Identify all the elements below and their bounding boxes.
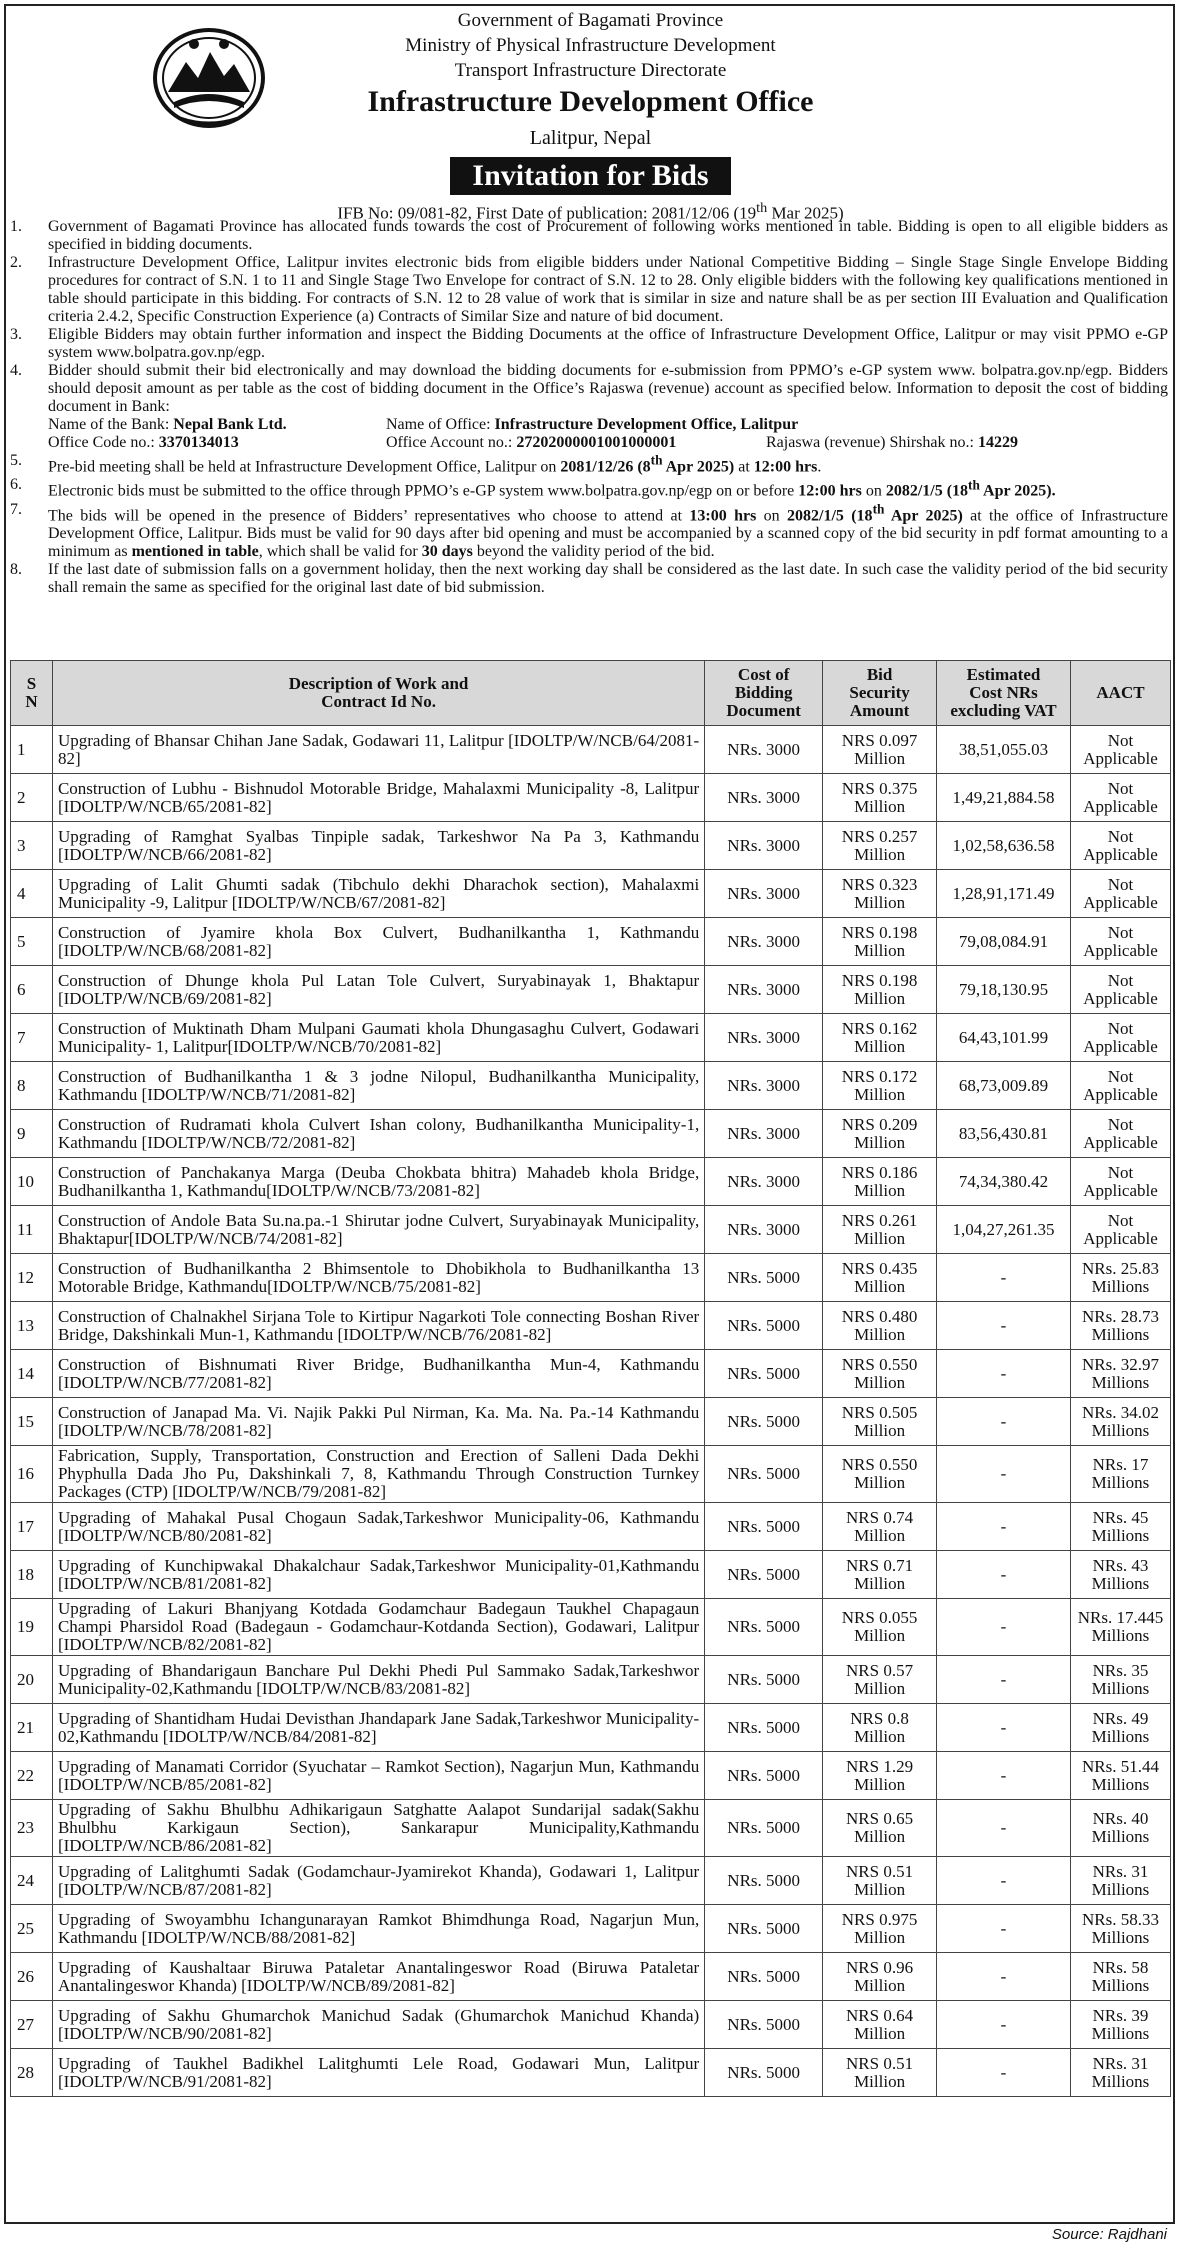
table-cell-cost: NRs. 5000 [705,1857,823,1905]
table-cell-sn: 15 [11,1398,53,1446]
table-cell-sn: 19 [11,1599,53,1656]
office-location: Lalitpur, Nepal [529,127,652,149]
table-cell-sn: 11 [11,1206,53,1254]
clause-number: 8. [10,560,22,578]
clause-number: 7. [10,500,22,518]
table-cell-cost: NRs. 5000 [705,2001,823,2049]
table-cell-aact: Not Applicable [1070,1014,1170,1062]
table-row [11,1953,1171,2001]
table-cell-cost: NRs. 5000 [705,1905,823,1953]
clause-text: Government of Bagamati Province has allocated funds towards the cost of Procurement of following works mentioned in table. Bidding is open to all eligible bidders as specified in bidding documents. [48,218,1168,253]
table-cell-description: Upgrading of Mahakal Pusal Chogaun Sadak,Tarkeshwor Municipality-06, Kathmandu [IDOLTP/W/NCB/80/2081-82] [52,1503,704,1551]
table-row [11,1752,1171,1800]
table-cell-estimate: 1,28,91,171.49 [937,870,1071,918]
table-cell-estimate: 64,43,101.99 [937,1014,1071,1062]
table-cell-sn: 28 [11,2049,53,2097]
clause-number: 5. [10,452,22,469]
table-row [11,1857,1171,1905]
table-cell-aact: Not Applicable [1070,726,1170,774]
table-cell-description: Upgrading of Lakuri Bhanjyang Kotdada Godamchaur Badegaun Taukhel Chapagaun Champi Pharsidol Road (Badegaun - Godamchaur-Kotdanda Section), Godawari, Lalitpur [IDOLTP/W/NCB/82/2081-82] [52,1599,704,1656]
table-row [11,1704,1171,1752]
table-cell-bid-security: NRS 0.51 Million [823,2049,937,2097]
table-cell-sn: 16 [11,1446,53,1503]
table-cell-aact: Not Applicable [1070,966,1170,1014]
table-row [11,1110,1171,1158]
table-cell-bid-security: NRS 0.57 Million [823,1656,937,1704]
table-cell-cost: NRs. 5000 [705,1446,823,1503]
table-cell-aact: Not Applicable [1070,1062,1170,1110]
table-header-row [11,661,1171,726]
table-row [11,1398,1171,1446]
clause-1 [10,218,1168,254]
clause-number: 4. [10,362,22,379]
table-row [11,2001,1171,2049]
table-cell-bid-security: NRS 0.375 Million [823,774,937,822]
table-cell-estimate: - [937,1254,1071,1302]
table-cell-sn: 18 [11,1551,53,1599]
table-cell-estimate: - [937,1599,1071,1656]
table-cell-description: Upgrading of Shantidham Hudai Devisthan Jhandapark Jane Sadak,Tarkeshwor Municipality-02,Kathmandu [IDOLTP/W/NCB/84/2081-82] [52,1704,704,1752]
table-cell-cost: NRs. 5000 [705,1254,823,1302]
table-cell-estimate: - [937,2001,1071,2049]
table-row [11,1800,1171,1857]
table-cell-description: Construction of Chalnakhel Sirjana Tole to Kirtipur Nagarkoti Tole connecting Boshan River Bridge, Dakshinkali Mun-1, Kathmandu [IDOLTP/W/NCB/76/2081-82] [52,1302,704,1350]
table-cell-bid-security: NRS 0.8 Million [823,1704,937,1752]
office-account: Office Account no.: 27202000001001000001 [386,434,677,451]
table-cell-estimate: - [937,1857,1071,1905]
table-cell-aact: Not Applicable [1070,1110,1170,1158]
bids-table [10,660,1171,2097]
table-cell-description: Construction of Lubhu - Bishnudol Motorable Bridge, Mahalaxmi Municipality -8, Lalitpur [IDOLTP/W/NCB/65/2081-82] [52,774,704,822]
table-cell-aact: NRs. 34.02 Millions [1070,1398,1170,1446]
table-cell-bid-security: NRS 0.209 Million [823,1110,937,1158]
table-row [11,1503,1171,1551]
notice-body [10,218,1168,597]
table-cell-description: Upgrading of Taukhel Badikhel Lalitghumti Lele Road, Godawari Mun, Lalitpur [IDOLTP/W/NCB/91/2081-82] [52,2049,704,2097]
table-row [11,1446,1171,1503]
table-row [11,1158,1171,1206]
table-cell-cost: NRs. 3000 [705,966,823,1014]
table-cell-estimate: - [937,1752,1071,1800]
table-cell-bid-security: NRS 0.323 Million [823,870,937,918]
table-cell-bid-security: NRS 0.550 Million [823,1350,937,1398]
table-cell-cost: NRs. 3000 [705,726,823,774]
table-cell-estimate: - [937,1656,1071,1704]
table-cell-sn: 20 [11,1656,53,1704]
table-row [11,966,1171,1014]
clause-7: 7. The bids will be opened in the presence of Bidders’ representatives who choose to attend at 13:00 hrs on 2082/1/5 (18th Apr 2025) at the office of Infrastructure Development Office, Lalitpur. Bids must be valid for 90 days after bid opening and must be accompanied by a scanned copy of the bid security in pdf format amounting to a minimum as mentioned in table, which shall be valid for 30 days beyond the validity period of the bid. [10,500,1169,560]
table-cell-bid-security: NRS 0.198 Million [823,918,937,966]
table-cell-aact: NRs. 31 Millions [1070,2049,1170,2097]
table-row [11,1206,1171,1254]
table-cell-sn: 12 [11,1254,53,1302]
table-cell-description: Upgrading of Bhansar Chihan Jane Sadak, Godawari 11, Lalitpur [IDOLTP/W/NCB/64/2081-82] [52,726,704,774]
ifb-sup: th [756,200,768,216]
ministry-name: Ministry of Physical Infrastructure Development [405,35,776,56]
table-cell-description: Construction of Bishnumati River Bridge, Budhanilkantha Mun-4, Kathmandu [IDOLTP/W/NCB/77/2081-82] [52,1350,704,1398]
table-cell-description: Construction of Budhanilkantha 1 & 3 jodne Nilopul, Budhanilkantha Municipality, Kathmandu [IDOLTP/W/NCB/71/2081-82] [52,1062,704,1110]
table-cell-estimate: 68,73,009.89 [937,1062,1071,1110]
table-cell-cost: NRs. 5000 [705,1656,823,1704]
header-description: Description of Work and Contract Id No. [52,661,704,726]
table-cell-estimate: - [937,1704,1071,1752]
table-cell-cost: NRs. 3000 [705,774,823,822]
table-cell-bid-security: NRS 0.550 Million [823,1446,937,1503]
header-bid-security: Bid Security Amount [823,661,937,726]
letterhead [0,8,1181,195]
table-cell-bid-security: NRS 1.29 Million [823,1752,937,1800]
table-cell-estimate: 79,18,130.95 [937,966,1071,1014]
table-cell-description: Upgrading of Bhandarigaun Banchare Pul Dekhi Phedi Pul Sammako Sadak,Tarkeshwor Municipality-02,Kathmandu [IDOLTP/W/NCB/83/2081-82] [52,1656,704,1704]
table-cell-description: Upgrading of Swoyambhu Ichangunarayan Ramkot Bhimdhunga Road, Nagarjun Mun, Kathmandu [IDOLTP/W/NCB/88/2081-82] [52,1905,704,1953]
table-cell-bid-security: NRS 0.480 Million [823,1302,937,1350]
table-cell-cost: NRs. 3000 [705,870,823,918]
table-cell-aact: NRs. 17.445 Millions [1070,1599,1170,1656]
table-cell-bid-security: NRS 0.74 Million [823,1503,937,1551]
table-cell-estimate: - [937,1398,1071,1446]
table-cell-sn: 21 [11,1704,53,1752]
table-cell-sn: 6 [11,966,53,1014]
table-cell-cost: NRs. 3000 [705,1014,823,1062]
header-cost: Cost of Bidding Document [705,661,823,726]
table-cell-sn: 4 [11,870,53,918]
table-cell-bid-security: NRS 0.261 Million [823,1206,937,1254]
office-name: Infrastructure Development Office [367,85,814,118]
table-cell-estimate: 38,51,055.03 [937,726,1071,774]
table-cell-bid-security: NRS 0.71 Million [823,1551,937,1599]
office-code: Office Code no.: 3370134013 [48,434,239,451]
table-cell-sn: 5 [11,918,53,966]
table-cell-aact: NRs. 35 Millions [1070,1656,1170,1704]
table-cell-sn: 7 [11,1014,53,1062]
table-cell-description: Construction of Andole Bata Su.na.pa.-1 Shirutar jodne Culvert, Suryabinayak Municipality, Bhaktapur[IDOLTP/W/NCB/74/2081-82] [52,1206,704,1254]
clause-4 [10,362,1168,452]
source-credit: Source: Rajdhani [1051,2226,1167,2243]
table-cell-description: Construction of Budhanilkantha 2 Bhimsentole to Dhobikhola to Budhanilkantha 13 Motorable Bridge, Kathmandu[IDOLTP/W/NCB/75/2081-82] [52,1254,704,1302]
table-cell-aact: NRs. 17 Millions [1070,1446,1170,1503]
table-row [11,1350,1171,1398]
bank-details-row-1 [48,416,1168,434]
table-cell-description: Upgrading of Sakhu Bhulbhu Adhikarigaun Satghatte Aalapot Sundarijal sadak(Sakhu Bhulbhu Karkigaun Section), Sankarapur Municipality,Kathmandu [IDOLTP/W/NCB/86/2081-82] [52,1800,704,1857]
table-cell-estimate: - [937,1350,1071,1398]
table-cell-estimate: - [937,1551,1071,1599]
clause-6: 6. Electronic bids must be submitted to the office through PPMO’s e-GP system www.bolpatra.gov.np/egp on or before 12:00 hrs on 2082/1/5 (18th Apr 2025). [10,476,1056,500]
clause-text: If the last date of submission falls on a government holiday, then the next working day shall be considered as the last date. In such case the validity period of the bid security shall remain the same as specified for the original last date of bid submission. [48,560,1168,596]
table-cell-sn: 9 [11,1110,53,1158]
clause-8 [10,561,1168,597]
table-cell-bid-security: NRS 0.51 Million [823,1857,937,1905]
table-cell-aact: NRs. 51.44 Millions [1070,1752,1170,1800]
table-cell-cost: NRs. 5000 [705,1800,823,1857]
table-cell-bid-security: NRS 0.65 Million [823,1800,937,1857]
table-cell-estimate: 1,49,21,884.58 [937,774,1071,822]
table-cell-description: Construction of Janapad Ma. Vi. Najik Pakki Pul Nirman, Ka. Ma. Na. Pa.-14 Kathmandu [IDOLTP/W/NCB/78/2081-82] [52,1398,704,1446]
table-cell-sn: 22 [11,1752,53,1800]
table-cell-estimate: - [937,1503,1071,1551]
table-cell-cost: NRs. 3000 [705,822,823,870]
table-cell-sn: 13 [11,1302,53,1350]
table-cell-aact: Not Applicable [1070,774,1170,822]
table-cell-aact: Not Applicable [1070,822,1170,870]
office-name-field: Name of Office: Infrastructure Development Office, Lalitpur [386,416,799,433]
table-cell-aact: NRs. 25.83 Millions [1070,1254,1170,1302]
clause-number: 2. [10,254,22,271]
table-row [11,1656,1171,1704]
table-cell-cost: NRs. 3000 [705,1206,823,1254]
table-row [11,1551,1171,1599]
table-cell-bid-security: NRS 0.435 Million [823,1254,937,1302]
table-cell-estimate: - [937,1953,1071,2001]
table-cell-sn: 14 [11,1350,53,1398]
table-cell-bid-security: NRS 0.172 Million [823,1062,937,1110]
table-cell-aact: NRs. 39 Millions [1070,2001,1170,2049]
clause-5: 5. Pre-bid meeting shall be held at Infrastructure Development Office, Lalitpur on 2081/12/26 (8th Apr 2025) at 12:00 hrs. [10,452,822,476]
table-cell-estimate: - [937,1905,1071,1953]
table-cell-sn: 17 [11,1503,53,1551]
table-cell-cost: NRs. 5000 [705,1302,823,1350]
table-cell-estimate: 83,56,430.81 [937,1110,1071,1158]
table-cell-description: Construction of Dhunge khola Pul Latan Tole Culvert, Suryabinayak 1, Bhaktapur [IDOLTP/W/NCB/69/2081-82] [52,966,704,1014]
table-cell-sn: 3 [11,822,53,870]
table-cell-bid-security: NRS 0.186 Million [823,1158,937,1206]
table-cell-cost: NRs. 3000 [705,1062,823,1110]
table-cell-sn: 8 [11,1062,53,1110]
table-cell-aact: NRs. 43 Millions [1070,1551,1170,1599]
table-cell-description: Upgrading of Lalit Ghumti sadak (Tibchulo dekhi Dharachok section), Mahalaxmi Municipality -9, Lalitpur [IDOLTP/W/NCB/67/2081-82] [52,870,704,918]
ifb-text: IFB No: 09/081-82, First Date of publication: 2081/12/06 (19 [337,203,757,223]
table-cell-aact: NRs. 45 Millions [1070,1503,1170,1551]
table-cell-cost: NRs. 5000 [705,1398,823,1446]
header-aact: AACT [1070,661,1170,726]
table-cell-bid-security: NRS 0.975 Million [823,1905,937,1953]
table-row [11,1254,1171,1302]
table-cell-cost: NRs. 3000 [705,1110,823,1158]
table-cell-aact: NRs. 40 Millions [1070,1800,1170,1857]
page-title: Invitation for Bids [450,157,730,195]
table-cell-bid-security: NRS 0.96 Million [823,1953,937,2001]
bank-name: Name of the Bank: Nepal Bank Ltd. [48,416,287,433]
table-cell-aact: NRs. 58.33 Millions [1070,1905,1170,1953]
header-sn: S N [11,661,53,726]
table-cell-bid-security: NRS 0.097 Million [823,726,937,774]
table-cell-estimate: - [937,1446,1071,1503]
table-cell-description: Upgrading of Kaushaltaar Biruwa Pataletar Anantalingeswor Road (Biruwa Pataletar Anantalingeswor Khanda) [IDOLTP/W/NCB/89/2081-82] [52,1953,704,2001]
table-cell-cost: NRs. 3000 [705,1158,823,1206]
table-cell-estimate: 1,02,58,636.58 [937,822,1071,870]
clause-number: 1. [10,218,22,235]
table-cell-cost: NRs. 3000 [705,918,823,966]
table-row [11,1014,1171,1062]
table-row [11,1302,1171,1350]
table-row [11,1599,1171,1656]
table-cell-bid-security: NRS 0.162 Million [823,1014,937,1062]
table-cell-aact: NRs. 58 Millions [1070,1953,1170,2001]
table-row [11,774,1171,822]
table-cell-estimate: - [937,1302,1071,1350]
table-cell-description: Upgrading of Sakhu Ghumarchok Manichud Sadak (Ghumarchok Manichud Khanda) [IDOLTP/W/NCB/90/2081-82] [52,2001,704,2049]
directorate-name: Transport Infrastructure Directorate [454,60,727,81]
table-cell-cost: NRs. 5000 [705,1599,823,1656]
header-estimate: Estimated Cost NRs excluding VAT [937,661,1071,726]
table-cell-sn: 27 [11,2001,53,2049]
table-cell-sn: 26 [11,1953,53,2001]
table-cell-estimate: - [937,2049,1071,2097]
clause-3 [10,326,1168,362]
bank-details-row-2 [48,434,1168,452]
table-cell-cost: NRs. 5000 [705,1704,823,1752]
table-cell-aact: Not Applicable [1070,1206,1170,1254]
table-cell-estimate: 79,08,084.91 [937,918,1071,966]
table-row [11,870,1171,918]
table-cell-aact: Not Applicable [1070,870,1170,918]
table-cell-description: Upgrading of Kunchipwakal Dhakalchaur Sadak,Tarkeshwor Municipality-01,Kathmandu [IDOLTP/W/NCB/81/2081-82] [52,1551,704,1599]
table-cell-estimate: - [937,1800,1071,1857]
table-cell-sn: 1 [11,726,53,774]
table-cell-description: Construction of Muktinath Dham Mulpani Gaumati khola Dhungasaghu Culvert, Godawari Municipality- 1, Lalitpur[IDOLTP/W/NCB/70/2081-82] [52,1014,704,1062]
clause-text: Infrastructure Development Office, Lalitpur invites electronic bids from eligible bidders under National Competitive Bidding – Single Stage Single Envelope Bidding procedures for contract of S.N. 1 to 11 and Single Stage Two Envelope for contract of S.N. 12 to 28. Only eligible bidders with the following key qualifications mentioned in table should participate in this bidding. For contracts of S.N. 12 to 28 value of work that is similar in size and nature shall be as per section III Evaluation and Qualification criteria 2.4.2, Specific Construction Experience (a) Contracts of Similar Size and nature of bid document. [48,254,1168,325]
table-cell-aact: NRs. 32.97 Millions [1070,1350,1170,1398]
table-row [11,1062,1171,1110]
table-cell-estimate: 74,34,380.42 [937,1158,1071,1206]
table-cell-description: Upgrading of Lalitghumti Sadak (Godamchaur-Jyamirekot Khanda), Godawari 1, Lalitpur [IDOLTP/W/NCB/87/2081-82] [52,1857,704,1905]
table-cell-aact: Not Applicable [1070,1158,1170,1206]
table-cell-bid-security: NRS 0.257 Million [823,822,937,870]
table-cell-aact: NRs. 31 Millions [1070,1857,1170,1905]
table-cell-cost: NRs. 5000 [705,1551,823,1599]
table-cell-sn: 25 [11,1905,53,1953]
ifb-text-end: Mar 2025) [767,203,844,223]
table-cell-bid-security: NRS 0.198 Million [823,966,937,1014]
table-cell-cost: NRs. 5000 [705,1752,823,1800]
table-row [11,2049,1171,2097]
table-cell-description: Construction of Panchakanya Marga (Deuba Chokbata bhitra) Mahadeb khola Bridge, Budhanilkantha 1, Kathmandu[IDOLTP/W/NCB/73/2081-82] [52,1158,704,1206]
table-cell-cost: NRs. 5000 [705,1350,823,1398]
clause-text: Eligible Bidders may obtain further information and inspect the Bidding Documents at the office of Infrastructure Development Office, Lalitpur or may visit PPMO e-GP system www.bolpatra.gov.np/egp. [48,326,1168,361]
table-row [11,918,1171,966]
table-row [11,1905,1171,1953]
table-cell-description: Upgrading of Manamati Corridor (Syuchatar – Ramkot Section), Nagarjun Mun, Kathmandu [IDOLTP/W/NCB/85/2081-82] [52,1752,704,1800]
table-cell-bid-security: NRS 0.505 Million [823,1398,937,1446]
table-cell-sn: 10 [11,1158,53,1206]
government-name: Government of Bagamati Province [457,10,724,31]
table-cell-bid-security: NRS 0.055 Million [823,1599,937,1656]
table-row [11,726,1171,774]
table-cell-description: Upgrading of Ramghat Syalbas Tinpiple sadak, Tarkeshwor Na Pa 3, Kathmandu [IDOLTP/W/NCB/66/2081-82] [52,822,704,870]
table-cell-description: Construction of Rudramati khola Culvert Ishan colony, Budhanilkantha Municipality-1, Kathmandu [IDOLTP/W/NCB/72/2081-82] [52,1110,704,1158]
table-cell-aact: Not Applicable [1070,918,1170,966]
table-cell-sn: 24 [11,1857,53,1905]
table-cell-description: Construction of Jyamire khola Box Culvert, Budhanilkantha 1, Kathmandu [IDOLTP/W/NCB/68/2081-82] [52,918,704,966]
table-cell-cost: NRs. 5000 [705,2049,823,2097]
table-cell-cost: NRs. 5000 [705,1503,823,1551]
table-cell-description: Fabrication, Supply, Transportation, Construction and Erection of Salleni Dada Dekhi Phyphulla Dada Jho Pu, Dakshinkali 7, 8, Kathmandu Through Construction Turnkey Packages (CTP) [IDOLTP/W/NCB/79/2081-82] [52,1446,704,1503]
table-cell-aact: NRs. 28.73 Millions [1070,1302,1170,1350]
clause-number: 3. [10,326,22,343]
table-cell-cost: NRs. 5000 [705,1953,823,2001]
table-cell-estimate: 1,04,27,261.35 [937,1206,1071,1254]
table-cell-aact: NRs. 49 Millions [1070,1704,1170,1752]
clause-2 [10,254,1168,326]
table-cell-sn: 2 [11,774,53,822]
table-body [11,726,1171,2097]
revenue-shirshak: Rajaswa (revenue) Shirshak no.: 14229 [766,434,1018,451]
table-cell-sn: 23 [11,1800,53,1857]
clause-number: 6. [10,476,22,494]
table-cell-bid-security: NRS 0.64 Million [823,2001,937,2049]
clause-text: Bidder should submit their bid electronically and may download the bidding documents for e-submission from PPMO’s e-GP system www. bolpatra.gov.np/egp. Bidders should deposit amount as per table as the cost of bidding document in the Office’s Rajaswa (revenue) account as specified below. Information to deposit the cost of bidding document in Bank: [48,362,1168,415]
table-row [11,822,1171,870]
